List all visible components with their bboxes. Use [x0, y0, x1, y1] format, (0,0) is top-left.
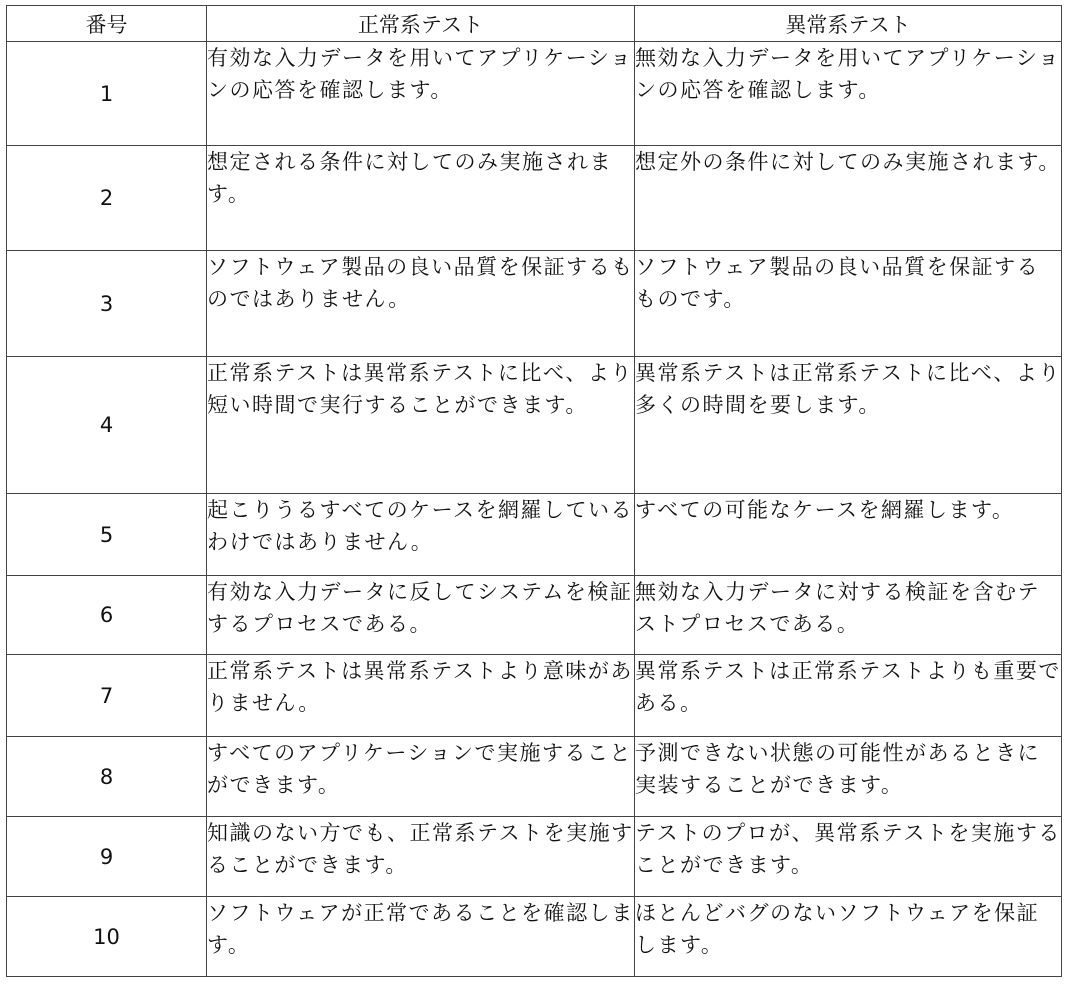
comparison-table: [6, 5, 1062, 977]
row-number: 2: [7, 146, 207, 251]
row-number: 9: [7, 817, 207, 897]
positive-test-cell: すべてのアプリケーションで実施することができます。: [207, 737, 635, 817]
positive-test-cell: 想定される条件に対してのみ実施されます。: [207, 146, 635, 251]
negative-test-cell: 無効な入力データを用いてアプリケーションの応答を確認します。: [635, 42, 1062, 146]
negative-test-cell: 無効な入力データに対する検証を含むテストプロセスである。: [635, 576, 1062, 655]
positive-test-cell: ソフトウェア製品の良い品質を保証するものではありません。: [207, 251, 635, 357]
header-row: [7, 6, 1062, 42]
row-number: 6: [7, 576, 207, 655]
table-row: [7, 146, 1062, 251]
positive-test-cell: 正常系テストは異常系テストに比べ、より短い時間で実行することができます。: [207, 357, 635, 494]
table-row: [7, 817, 1062, 897]
positive-test-cell: 正常系テストは異常系テストより意味がありません。: [207, 655, 635, 737]
row-number: 5: [7, 494, 207, 576]
negative-test-cell: テストのプロが、異常系テストを実施することができます。: [635, 817, 1062, 897]
row-number: 1: [7, 42, 207, 146]
negative-test-cell: ほとんどバグのないソフトウェアを保証します。: [635, 897, 1062, 977]
positive-test-cell: 有効な入力データを用いてアプリケーションの応答を確認します。: [207, 42, 635, 146]
table-row: [7, 737, 1062, 817]
positive-test-cell: 有効な入力データに反してシステムを検証するプロセスである。: [207, 576, 635, 655]
table-row: [7, 357, 1062, 494]
row-number: 7: [7, 655, 207, 737]
negative-test-cell: 予測できない状態の可能性があるときに実装することができます。: [635, 737, 1062, 817]
negative-test-cell: 想定外の条件に対してのみ実施されます。: [635, 146, 1062, 251]
header-negative-test: 異常系テスト: [635, 6, 1062, 42]
row-number: 3: [7, 251, 207, 357]
row-number: 8: [7, 737, 207, 817]
positive-test-cell: ソフトウェアが正常であることを確認します。: [207, 897, 635, 977]
table-row: [7, 655, 1062, 737]
header-positive-test: 正常系テスト: [207, 6, 635, 42]
row-number: 4: [7, 357, 207, 494]
table-row: [7, 251, 1062, 357]
row-number: 10: [7, 897, 207, 977]
negative-test-cell: 異常系テストは正常系テストに比べ、より多くの時間を要します。: [635, 357, 1062, 494]
table-row: [7, 897, 1062, 977]
table-header: [7, 6, 1062, 42]
table-row: [7, 576, 1062, 655]
negative-test-cell: すべての可能なケースを網羅します。: [635, 494, 1062, 576]
negative-test-cell: ソフトウェア製品の良い品質を保証するものです。: [635, 251, 1062, 357]
table-row: [7, 494, 1062, 576]
table-body: [7, 42, 1062, 977]
table-row: [7, 42, 1062, 146]
negative-test-cell: 異常系テストは正常系テストよりも重要である。: [635, 655, 1062, 737]
positive-test-cell: 知識のない方でも、正常系テストを実施することができます。: [207, 817, 635, 897]
header-number: 番号: [7, 6, 207, 42]
positive-test-cell: 起こりうるすべてのケースを網羅しているわけではありません。: [207, 494, 635, 576]
